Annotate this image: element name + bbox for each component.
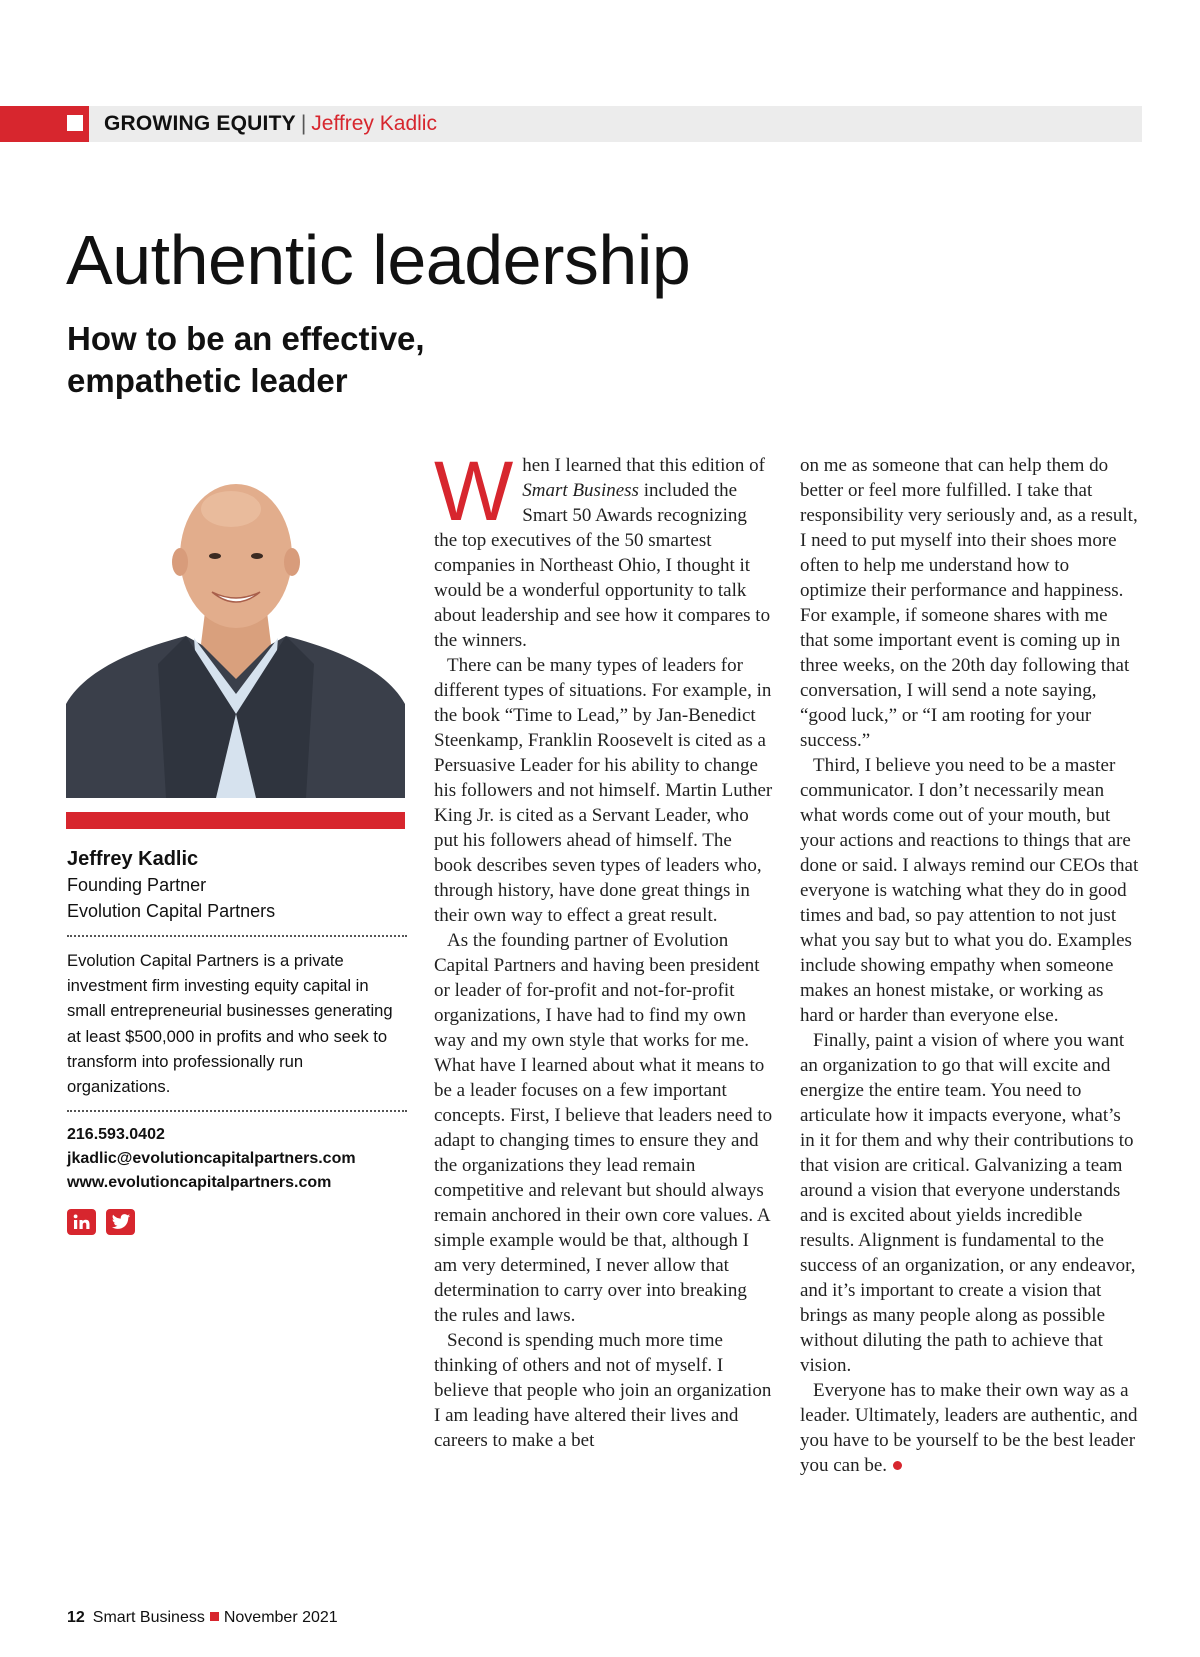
divider [67, 935, 407, 937]
article-paragraph: Second is spending much more time thinking of others and not of myself. I believe that people who join an organization I am leading have altered their lives and careers to make a bet [434, 1330, 772, 1451]
article-paragraph: There can be many types of leaders for different types of situations. For example, in the book “Time to Lead,” by Jan-Benedict Steenkamp, Franklin Roosevelt is cited as a Persuasive Leader for his ability to change his followers and not himself. Martin Luther King Jr. is cited as a Servant Leader, who put his followers ahead of himself. The book describes seven types of leaders who, through history, have done great things in their own way to effect a great result. [434, 655, 773, 926]
author-portrait-image [66, 464, 405, 798]
author-photo [66, 464, 405, 798]
publication-name: Smart Business [92, 1609, 205, 1626]
header-accent-bar [0, 106, 89, 142]
page-footer [67, 1608, 338, 1628]
header-separator: | [300, 112, 307, 135]
author-role: Founding Partner [67, 875, 207, 895]
section-name: GROWING EQUITY [104, 112, 296, 135]
contact-website[interactable]: www.evolutioncapitalpartners.com [67, 1174, 332, 1192]
article-column-2 [800, 453, 1140, 1478]
header-label [104, 113, 437, 135]
header-square-icon [67, 115, 83, 131]
article-column-1 [434, 444, 774, 1453]
publication-name: Smart Business [522, 480, 639, 501]
article-paragraph [434, 444, 774, 653]
photo-red-rule [66, 812, 405, 829]
author-bio-sidebar [67, 846, 407, 1235]
social-links [67, 1209, 407, 1235]
footer-square-icon [210, 1612, 219, 1621]
header-author: Jeffrey Kadlic [311, 112, 437, 135]
article-title: Authentic leadership [66, 221, 691, 299]
author-name: Jeffrey Kadlic [67, 848, 199, 870]
issue-date: November 2021 [223, 1609, 338, 1626]
author-company: Evolution Capital Partners [67, 901, 276, 921]
twitter-icon[interactable] [106, 1209, 135, 1235]
end-mark-icon [893, 1461, 902, 1470]
section-header [0, 106, 1142, 142]
linkedin-icon[interactable] [67, 1209, 96, 1235]
drop-cap: W [434, 444, 514, 538]
article-paragraph: As the founding partner of Evolution Capital Partners and having been president or leader of for-profit and not-for-profit organizations, I have had to find my own way and my own style that works for me. What have I learned about what it means to be a leader focuses on a few important concepts. First, I believe that leaders need to adapt to changing times to ensure they and the organizations they lead remain competitive and relevant but should always remain anchored in their own core values. A simple example would be that, although I am very determined, I never allow that determination to carry over into breaking the rules and laws. [434, 930, 773, 1326]
paragraph-text: included the Smart 50 Awards recognizing the top executives of the 50 smartest companies in Northeast Ohio, I thought it would be a wonderful opportunity to talk about leadership and see how it compares to the winners. [434, 480, 771, 651]
article-subtitle: How to be an effective, empathetic leader [67, 320, 425, 399]
paragraph-text: Everyone has to make their own way as a leader. Ultimately, leaders are authentic, and you have to be yourself to be the best leader you can be. [800, 1380, 1138, 1476]
company-description: Evolution Capital Partners is a private investment firm investing equity capital in small entrepreneurial businesses generating at least $500,000 in profits and who seek to transform into professionally run organizations. [67, 951, 393, 1097]
divider [67, 1110, 407, 1112]
article-paragraph: on me as someone that can help them do better or feel more fulfilled. I take that responsibility very seriously and, as a result, I need to put myself into their shoes more often to help me understand how to optimize their performance and happiness. For example, if someone shares with me that some important event is coming up in three weeks, on the 20th day following that conversation, I will send a note saying, “good luck,” or “I am rooting for your success.” [800, 455, 1138, 751]
page-number: 12 [67, 1609, 85, 1626]
contact-phone: 216.593.0402 [67, 1126, 165, 1144]
article-paragraph: Finally, paint a vision of where you want an organization to go that will excite and energize the entire team. You need to articulate how it impacts everyone, what’s in it for them and why their contributions to that vision are critical. Galvanizing a team around a vision that everyone understands and is excited about yields incredible results. Alignment is fundamental to the success of an organization, or any endeavor, and it’s important to create a vision that brings as many people along as possible without diluting the path to achieve that vision. [800, 1030, 1136, 1376]
contact-email[interactable]: jkadlic@evolutioncapitalpartners.com [67, 1150, 356, 1168]
paragraph-text: hen I learned that this edition of [522, 455, 766, 476]
article-paragraph: Third, I believe you need to be a master communicator. I don’t necessarily mean what words come out of your mouth, but your actions and reactions to things that are done or said. I always remind our CEOs that everyone is watching what they do in good times and bad, so pay attention to not just what you say but to what you do. Examples include showing empathy when someone makes an honest mistake, or working as hard or harder than everyone else. [800, 755, 1139, 1026]
article-paragraph [800, 1378, 1140, 1478]
